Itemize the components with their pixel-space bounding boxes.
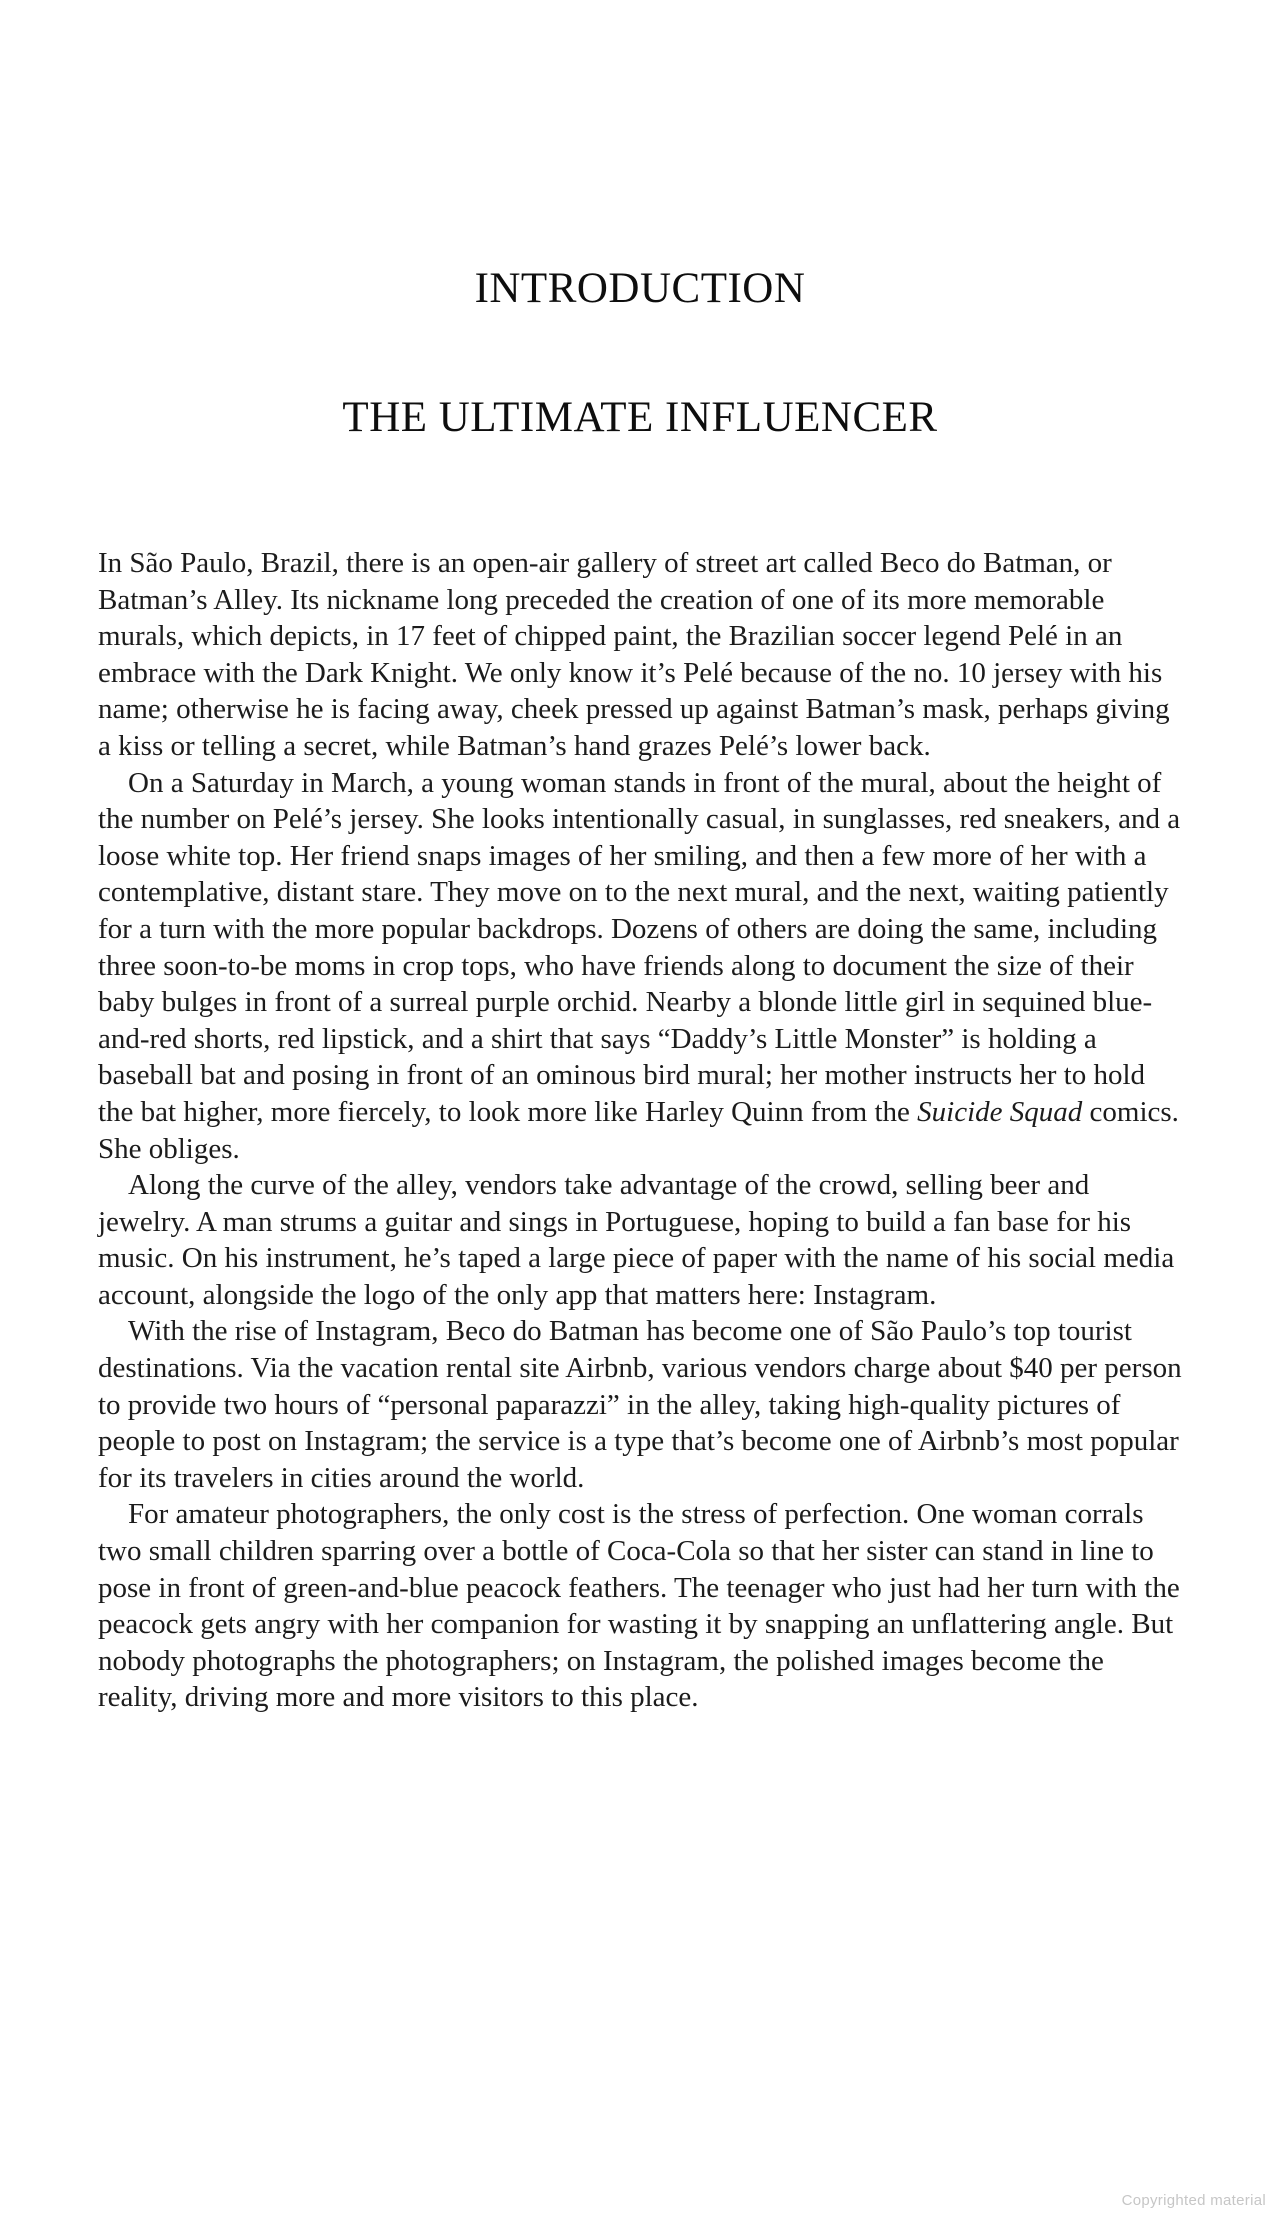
chapter-label: INTRODUCTION (474, 265, 806, 312)
paragraph (98, 1313, 1182, 1496)
paragraph (98, 1167, 1182, 1313)
paragraph-text: In São Paulo, Brazil, there is an open-air gallery of street art called Beco do Batman, or Batman’s Alley. Its nickname long preceded the creation of one of its more memorable murals, which depicts, in 17 feet of chipped paint, the Brazilian soccer legend Pelé in an embrace with the Dark Knight. We only know it’s Pelé because of the no. 10 jersey with his name; otherwise he is facing away, cheek pressed up against Batman’s mask, perhaps giving a kiss or telling a secret, while Batman’s hand grazes Pelé’s lower back. (98, 547, 1170, 762)
paragraph (98, 545, 1182, 765)
page-title: THE ULTIMATE INFLUENCER (342, 394, 938, 441)
copyright-watermark: Copyrighted material (1121, 2192, 1266, 2209)
paragraph-text: On a Saturday in March, a young woman stands in front of the mural, about the height of the number on Pelé’s jersey. She looks intentionally casual, in sunglasses, red sneakers, and a loose white top. Her friend snaps images of her smiling, and then a few more of her with a contemplative, distant stare. They move on to the next mural, and the next, waiting patiently for a turn with the more popular backdrops. Dozens of others are doing the same, including three soon-to-be moms in crop tops, who have friends along to document the size of their baby bulges in front of a surreal purple orchid. Nearby a blonde little girl in sequined blue-and-red shorts, red lipstick, and a shirt that says “Daddy’s Little Monster” is holding a baseball bat and posing in front of an ominous bird mural; her mother instructs her to hold the bat higher, more fiercely, to look more like Harley Quinn from the (98, 766, 1181, 1128)
paragraph (98, 765, 1182, 1168)
paragraph (98, 1496, 1182, 1716)
paragraph-text: Along the curve of the alley, vendors take advantage of the crowd, selling beer and jewelry. A man strums a guitar and sings in Portuguese, hoping to build a fan base for his music. On his instrument, he’s taped a large piece of paper with the name of his social media account, alongside the logo of the only app that matters here: Instagram. (98, 1169, 1175, 1311)
paragraph-text: comics. She obliges. (98, 1095, 1179, 1165)
paragraph-text: With the rise of Instagram, Beco do Batman has become one of São Paulo’s top tourist destinations. Via the vacation rental site Airbnb, various vendors charge about $40 per person to provide two hours of “personal paparazzi” in the alley, taking high-quality pictures of people to post on Instagram; the service is a type that’s become one of Airbnb’s most popular for its travelers in cities around the world. (98, 1315, 1182, 1494)
body-text (98, 545, 1182, 1716)
paragraph-text: For amateur photographers, the only cost is the stress of perfection. One woman corrals two small children sparring over a bottle of Coca-Cola so that her sister can stand in line to pose in front of green-and-blue peacock feathers. The teenager who just had her turn with the peacock gets angry with her companion for wasting it by snapping an unflattering angle. But nobody photographs the photographers; on Instagram, the polished images become the reality, driving more and more visitors to this place. (98, 1498, 1180, 1714)
book-page (0, 266, 1280, 2229)
italic-phrase: Suicide Squad (917, 1095, 1083, 1128)
